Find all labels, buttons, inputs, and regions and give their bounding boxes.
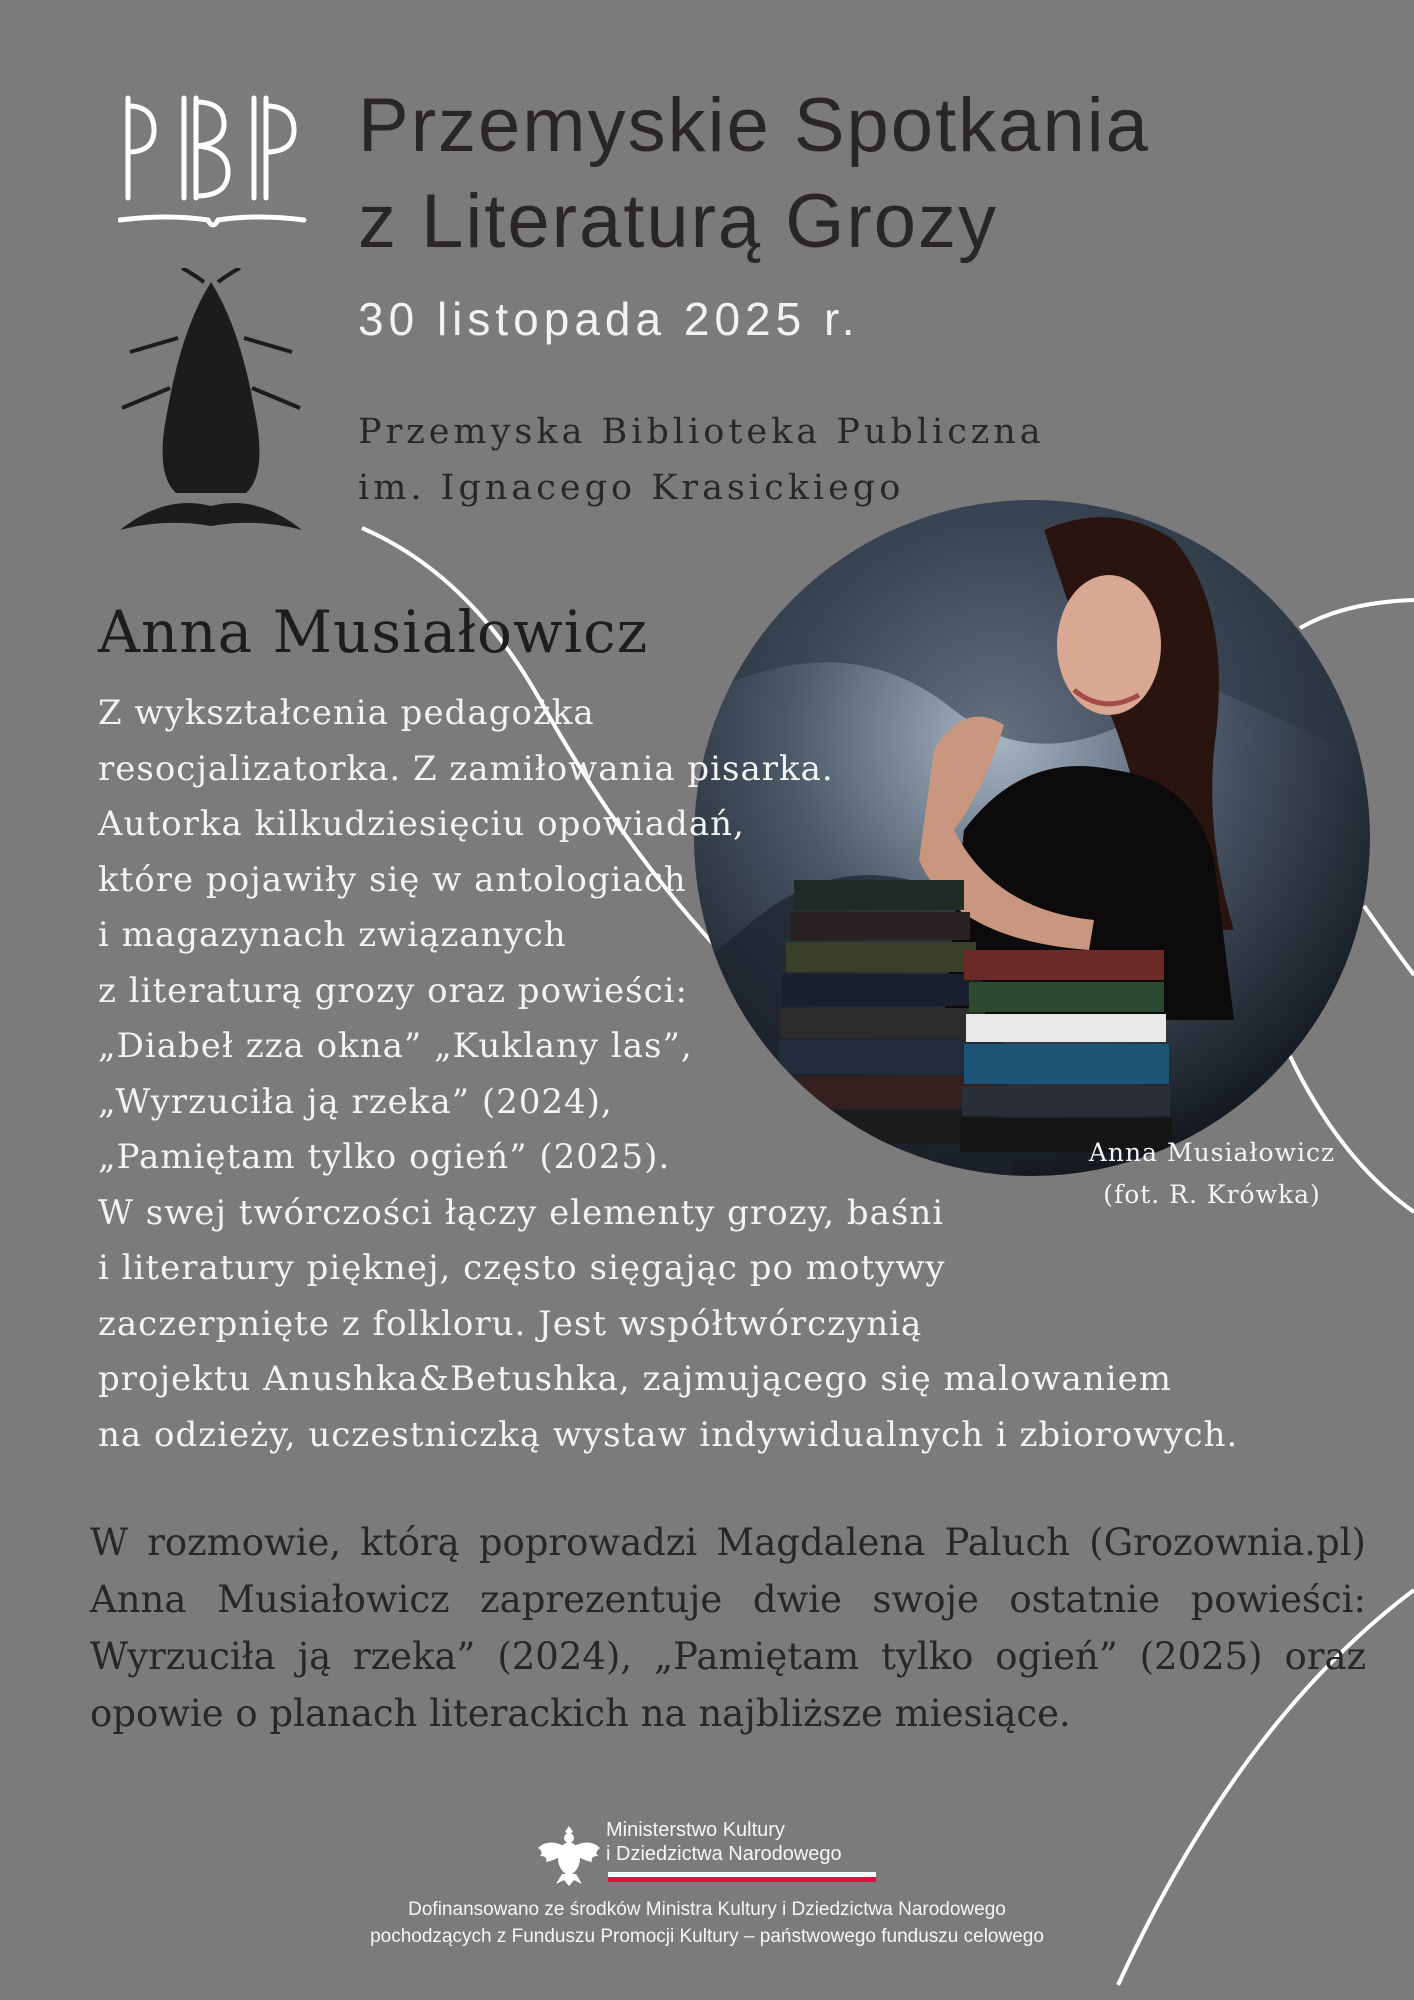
bio-line: zaczerpnięte z folkloru. Jest współtwórczynią <box>98 1303 923 1344</box>
author-bio <box>98 686 1238 1463</box>
decorative-curve-right-upper <box>1300 600 1414 628</box>
bio-line: resocjalizatorka. Z zamiłowania pisarka. <box>98 748 834 789</box>
flag-red-stripe <box>608 1877 876 1882</box>
venue <box>358 404 1045 516</box>
funding-note-line-2: pochodzących z Funduszu Promocji Kultury – państwowego funduszu celowego <box>370 1926 1044 1947</box>
bio-line: W swej twórczości łączy elementy grozy, baśni <box>98 1192 945 1233</box>
event-description-line: W rozmowie, którą poprowadzi Magdalena Paluch (Grozownia.pl) <box>90 1521 1366 1564</box>
pbp-book-logo-icon <box>118 88 308 238</box>
funding-note <box>200 1896 1214 1950</box>
bio-line: „Wyrzuciła ją rzeka” (2024), <box>98 1081 613 1122</box>
bio-line: które pojawiły się w antologiach <box>98 859 687 900</box>
photo-caption-line-1: Anna Musiałowicz <box>1088 1138 1336 1167</box>
bio-line: projektu Anushka&Betushka, zajmującego się malowaniem <box>98 1359 1172 1399</box>
bio-line: „Diabeł zza okna” „Kuklany las”, <box>98 1026 693 1066</box>
photo-caption-line-2: (fot. R. Krówka) <box>1103 1180 1321 1209</box>
bio-line: Z wykształcenia pedagożka <box>98 693 595 733</box>
event-title <box>358 78 1150 270</box>
polish-flag-bar <box>608 1872 876 1882</box>
venue-line-2: im. Ignacego Krasickiego <box>358 468 905 508</box>
bio-line: i magazynach związanych <box>98 915 567 955</box>
bio-line: z literaturą grozy oraz powieści: <box>98 970 688 1011</box>
event-title-line-2: z Literaturą Grozy <box>358 179 998 264</box>
bio-line: „Pamiętam tylko ogień” (2025). <box>98 1137 671 1177</box>
event-title-line-1: Przemyskie Spotkania <box>358 83 1150 168</box>
bio-line: i literatury pięknej, często sięgając po motywy <box>98 1248 946 1288</box>
moth-on-book-icon <box>120 268 302 538</box>
bio-line: Autorka kilkudziesięciu opowiadań, <box>98 804 745 844</box>
event-date: 30 listopada 2025 r. <box>358 293 860 345</box>
bio-line: na odzieży, uczestniczką wystaw indywidualnych i zbiorowych. <box>98 1414 1239 1455</box>
event-description-line: Wyrzuciła ją rzeka” (2024), „Pamiętam tylko ogień” (2025) oraz <box>90 1635 1366 1678</box>
venue-line-1: Przemyska Biblioteka Publiczna <box>358 412 1045 452</box>
ministry-name <box>606 1818 842 1866</box>
event-description-line: Anna Musiałowicz zaprezentuje dwie swoje ostatnie powieści: <box>90 1578 1366 1621</box>
ministry-name-line-1: Ministerstwo Kultury <box>606 1819 785 1841</box>
ministry-name-line-2: i Dziedzictwa Narodowego <box>606 1843 842 1865</box>
event-description-line: opowie o planach literackich na najbliższe miesiące. <box>90 1692 1071 1735</box>
author-name: Anna Musiałowicz <box>98 598 649 666</box>
event-description <box>90 1514 1366 1742</box>
polish-eagle-icon <box>534 1818 604 1888</box>
funding-note-line-1: Dofinansowano ze środków Ministra Kultury i Dziedzictwa Narodowego <box>408 1899 1006 1920</box>
